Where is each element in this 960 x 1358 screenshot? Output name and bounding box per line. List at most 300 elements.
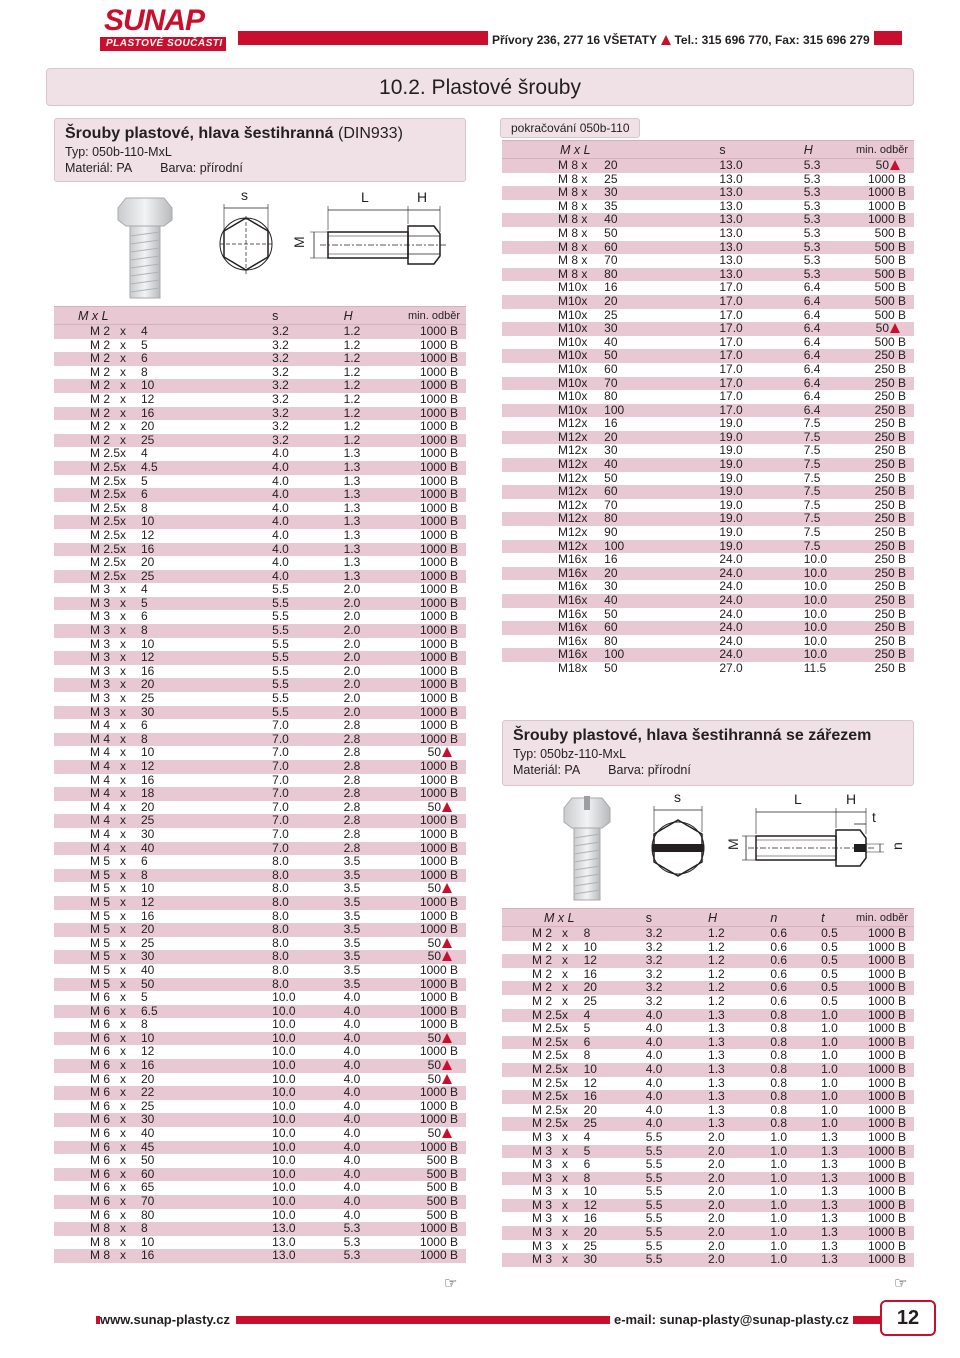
table-cell: M 2 [502, 927, 562, 941]
table-row [502, 648, 914, 662]
table-cell: 1.0 [821, 1036, 852, 1050]
table-cell: 1.2 [708, 939, 725, 954]
table-cell: 1000 B [394, 869, 466, 883]
table-row [54, 869, 466, 883]
table-row [502, 1077, 914, 1091]
table-row [502, 1090, 914, 1104]
table-cell: 13.0 [719, 171, 743, 186]
dim-label-s: s [674, 789, 681, 805]
table-cell: 6 [137, 352, 272, 366]
table-cell: 1.3 [343, 500, 361, 515]
table-row [54, 1249, 466, 1263]
table-cell: 5.5 [645, 1157, 663, 1172]
table-cell: 50 [394, 1059, 466, 1073]
table-cell: 10.0 [272, 1113, 343, 1127]
table-cell: 8 [137, 733, 272, 747]
table-cell: M 3 [90, 663, 111, 678]
table-cell: 40 [600, 458, 719, 472]
table-row [502, 553, 914, 567]
table-cell: 0.5 [821, 954, 852, 968]
table-cell: x [120, 419, 127, 434]
table-cell: x [581, 512, 600, 526]
table-cell: M 4 [54, 842, 120, 856]
table-cell: x [581, 497, 588, 512]
table-cell: 50 [604, 470, 618, 485]
table-row [54, 1018, 466, 1032]
table-cell: 500 B [853, 268, 914, 282]
table-cell: 4.0 [343, 990, 361, 1005]
table-cell: 1.0 [821, 1117, 852, 1131]
table-cell: 30 [580, 1253, 646, 1267]
table-cell: 4.0 [272, 500, 289, 515]
table-cell: 13.0 [719, 213, 803, 227]
table-cell: 7.0 [272, 826, 289, 841]
table-row [502, 336, 914, 350]
table-cell: 24.0 [719, 552, 743, 567]
table-cell: 4.0 [272, 473, 289, 488]
table-cell: 19.0 [719, 525, 743, 540]
table-cell: 1000 B [419, 854, 458, 869]
table-cell: 250 B [853, 567, 914, 581]
table-cell: 1000 B [394, 787, 466, 801]
table-row [502, 1185, 914, 1199]
table-cell: 50 [600, 349, 719, 363]
table-cell: M 4 [54, 787, 120, 801]
logo-subtitle: PLASTOVÉ SOUČÁSTI [100, 37, 226, 51]
red-triangle-icon [661, 35, 671, 45]
table-cell: 10.0 [272, 1098, 296, 1113]
table-row [54, 461, 466, 475]
table-cell: 30 [137, 706, 272, 720]
table-row [502, 1009, 914, 1023]
table-cell: 20 [600, 295, 719, 309]
table-cell: M 4 [90, 745, 111, 760]
table-cell: x [120, 1180, 127, 1195]
table-cell: 4 [140, 446, 148, 461]
table-cell: 4.0 [646, 1063, 708, 1077]
table-cell: M 5 [90, 854, 111, 869]
table-cell: 1000 B [419, 962, 458, 977]
table-cell: M 2 [90, 364, 111, 379]
table-cell: 19.0 [719, 485, 803, 499]
table-cell: x [581, 458, 600, 472]
dim-label-n: n [889, 842, 905, 850]
table-cell: 500 B [874, 225, 906, 240]
table-cell: M 8 [502, 159, 581, 173]
table-cell: 1.3 [708, 1063, 770, 1077]
footer-website-link[interactable]: www.sunap-plasty.cz [100, 1312, 236, 1327]
table-cell: 8 [580, 1172, 646, 1186]
table-cell: 3.5 [343, 962, 361, 977]
table-cell: 8 [140, 1017, 148, 1032]
table-row [502, 309, 914, 323]
table-cell: 24.0 [719, 567, 803, 581]
table-cell: 8 [137, 869, 272, 883]
table-cell: 3.5 [344, 923, 395, 937]
table-cell: 4.0 [344, 1195, 395, 1209]
table-row [54, 1181, 466, 1195]
table-cell: 10.0 [272, 1141, 343, 1155]
table-cell: x [562, 1238, 569, 1253]
table-cell: 20 [140, 419, 155, 434]
table-cell: x [581, 485, 600, 499]
page-footer [0, 1292, 960, 1358]
table-cell: 7.5 [803, 443, 821, 458]
table-cell: 5.5 [272, 663, 289, 678]
table-cell: 3.5 [344, 978, 395, 992]
table-cell: x [562, 993, 569, 1008]
table-row [502, 1104, 914, 1118]
continuation-label: pokračování 050b-110 [500, 118, 640, 138]
table-cell: x [581, 416, 588, 431]
table-cell: M 2.5 [532, 1048, 563, 1063]
table-cell: x [120, 1017, 127, 1032]
table-cell: M 2 [532, 939, 553, 954]
table-row [54, 325, 466, 339]
table-cell: 10 [583, 1184, 597, 1199]
table-cell: x [120, 543, 137, 557]
table-cell: 4.0 [344, 1059, 395, 1073]
table-cell: 8 [140, 364, 148, 379]
table-cell: 4.0 [272, 515, 343, 529]
table-cell: 1000 B [394, 923, 466, 937]
table-cell: 5.3 [803, 198, 821, 213]
table-cell: 250 B [874, 552, 906, 567]
table-cell: M 3 [90, 582, 111, 597]
table-row [54, 638, 466, 652]
section-material-line [65, 161, 455, 175]
table-cell: 10.0 [803, 579, 828, 594]
table-cell: x [120, 1086, 137, 1100]
table-row [54, 1141, 466, 1155]
company-phone: Tel.: 315 696 770, Fax: 315 696 279 [674, 33, 870, 47]
table-cell: 0.8 [770, 1036, 821, 1050]
table-cell: M 4 [54, 733, 120, 747]
table-row [54, 1100, 466, 1114]
table-cell: 1.0 [821, 1090, 852, 1104]
table-cell: 7.5 [803, 497, 821, 512]
section-type: Typ: 050bz-110-MxL [513, 747, 627, 761]
table-cell: 19.0 [719, 470, 743, 485]
table-cell: x [581, 186, 600, 200]
table-cell: M10 [558, 334, 582, 349]
table-cell: 10.0 [272, 1059, 343, 1073]
table-cell: 0.8 [770, 1021, 788, 1036]
table-cell: 7.5 [804, 485, 854, 499]
table-cell: 80 [600, 512, 719, 526]
table-cell: x [120, 896, 137, 910]
table-cell: 12 [137, 651, 272, 665]
table-row [54, 352, 466, 366]
table-cell: 90 [604, 525, 618, 540]
table-cell: 10 [583, 939, 597, 954]
table-cell: 8.0 [272, 854, 289, 869]
table-row [54, 1154, 466, 1168]
table-cell: 2.8 [343, 772, 361, 787]
table-row [54, 570, 466, 584]
table-cell: 12 [583, 1075, 597, 1090]
table-cell: 250 B [853, 540, 914, 554]
table-cell: 6.5 [137, 1005, 272, 1019]
table-cell: 5.3 [803, 253, 821, 268]
table-cell: 1000 B [853, 1226, 914, 1240]
table-row [502, 377, 914, 391]
table-cell: 24.0 [719, 621, 803, 635]
table-cell: 1.2 [344, 407, 395, 421]
table-cell: 6 [140, 718, 148, 733]
table-cell: 6.4 [804, 295, 854, 309]
table-cell: 1000 B [394, 1113, 466, 1127]
table-cell: 5.3 [803, 171, 821, 186]
sunap-logo[interactable] [96, 6, 226, 50]
table-row [54, 1005, 466, 1019]
table-cell: 50 [394, 746, 466, 760]
table-cell: x [562, 1211, 569, 1226]
warning-triangle-icon [442, 1060, 452, 1070]
table-row [54, 597, 466, 611]
logo-wordmark: SUNAP [104, 4, 205, 37]
table-cell: 80 [600, 268, 719, 282]
table-cell: 1000 B [419, 1234, 458, 1249]
table-cell: 17.0 [719, 361, 743, 376]
section-material: Materiál: PA [65, 161, 133, 175]
table-cell: 12 [137, 896, 272, 910]
table-cell: 1000 B [867, 1129, 906, 1144]
table-cell: M 2 [54, 379, 120, 393]
table-cell: 50 [853, 322, 914, 336]
table-cell: 1000 B [419, 826, 458, 841]
table-cell: 30 [604, 443, 618, 458]
table-cell: 20 [600, 567, 719, 581]
table-cell: 6 [583, 1157, 591, 1172]
table-cell: 50 [394, 882, 466, 896]
table-cell: 16 [137, 407, 272, 421]
table-cell: 8.0 [272, 881, 289, 896]
table-cell: x [120, 500, 127, 515]
table-cell: M 6 [54, 1086, 120, 1100]
table-cell: x [120, 597, 137, 611]
table-cell: x [581, 213, 600, 227]
table-cell: 1000 B [867, 1211, 906, 1226]
table-cell: 1000 B [853, 1063, 914, 1077]
table-cell: 7.0 [272, 814, 343, 828]
table-cell: 20 [140, 555, 155, 570]
table-cell: x [120, 651, 137, 665]
table-cell: 5 [580, 1145, 646, 1159]
table-row [502, 485, 914, 499]
table-cell: 1000 B [419, 446, 458, 461]
table-cell: 1000 B [853, 1199, 914, 1213]
table-row [502, 1022, 914, 1036]
dim-label-t: t [872, 809, 876, 825]
table-cell: 6.4 [804, 349, 854, 363]
table-cell: 8.0 [272, 978, 343, 992]
hand-pointing-icon[interactable]: ☞ [444, 1275, 458, 1292]
table-row [54, 978, 466, 992]
table-cell: 1.2 [344, 434, 395, 448]
table-cell: 1000 B [867, 1184, 906, 1199]
table-cell: 5.3 [344, 1249, 395, 1263]
table-cell: 7.5 [804, 512, 854, 526]
table-cell: M 2 [54, 434, 120, 448]
table-cell: 1000 B [419, 419, 458, 434]
table-cell: 4 [583, 1129, 591, 1144]
table-cell: 1000 B [867, 1075, 906, 1090]
table-cell: M 3 [532, 1238, 553, 1253]
table-cell: 4.0 [272, 461, 343, 475]
table-cell: 0.6 [770, 993, 788, 1008]
table-cell: x [581, 295, 600, 309]
table-cell: 16 [604, 416, 618, 431]
table-cell: 7.5 [804, 431, 854, 445]
table-cell: 1.3 [708, 1090, 770, 1104]
table-cell: x [581, 525, 588, 540]
section-type: Typ: 050b-110-MxL [65, 145, 172, 159]
table-cell: 40 [604, 334, 618, 349]
table-cell: 4.0 [646, 1036, 708, 1050]
table-cell: M 6 [90, 1017, 111, 1032]
table-cell: 35 [604, 198, 618, 213]
table-cell: 5.5 [645, 1238, 663, 1253]
table-cell: 1.2 [343, 391, 361, 406]
table-cell: 40 [137, 842, 272, 856]
table-cell: 2.0 [708, 1184, 725, 1199]
table-cell: 8.0 [272, 935, 289, 950]
table-slotted-hex-bolts [502, 908, 914, 1267]
table-cell: 1000 B [394, 597, 466, 611]
table-cell: 10 [580, 1063, 646, 1077]
table-row [502, 186, 914, 200]
table-cell: M16 [558, 579, 582, 594]
table-cell: 0.5 [821, 981, 852, 995]
table-row [54, 964, 466, 978]
table-cell: 1.0 [770, 1253, 821, 1267]
table-cell: 1000 B [394, 488, 466, 502]
table-cell: 0.5 [821, 939, 838, 954]
table-cell: 1000 B [394, 407, 466, 421]
table-cell: 1000 B [419, 772, 458, 787]
table-cell: 1000 B [419, 527, 458, 542]
table-cell: 1.3 [821, 1226, 852, 1240]
table-cell: x [581, 404, 600, 418]
table-cell: 2.8 [343, 745, 361, 760]
table-cell: 7.0 [272, 799, 289, 814]
table-cell: 4.0 [272, 527, 289, 542]
table-cell: x [562, 954, 580, 968]
table-cell: 10.0 [803, 552, 828, 567]
table-cell: 1000 B [394, 434, 466, 448]
table-cell: 4.0 [343, 1098, 361, 1113]
warning-triangle-icon [442, 1033, 452, 1043]
table-cell: x [581, 648, 600, 662]
table-cell: M 6 [54, 1059, 120, 1073]
table-cell: 4 [580, 1009, 646, 1023]
table-cell: M 3 [54, 651, 120, 665]
table-cell: 250 B [874, 579, 906, 594]
footer-email-link[interactable]: e-mail: sunap-plasty@sunap-plasty.cz [610, 1312, 853, 1327]
table-cell: x [120, 1168, 137, 1182]
table-cell: 100 [600, 404, 719, 418]
table-cell: 100 [600, 648, 719, 662]
table-cell: 6.4 [803, 361, 821, 376]
col-header-s: s [646, 909, 708, 927]
table-cell: M12 [558, 497, 582, 512]
table-cell: 2.0 [708, 1129, 725, 1144]
table-cell: 13.0 [272, 1222, 343, 1236]
table-cell: 25 [137, 434, 272, 448]
table-cell: x [562, 1129, 569, 1144]
table-cell: M 2.5 [54, 488, 120, 502]
table-cell: 40 [140, 962, 155, 977]
table-cell: 5.5 [272, 651, 343, 665]
table-cell: 1000 B [394, 515, 466, 529]
table-cell: x [581, 567, 600, 581]
table-cell: 1.3 [344, 515, 395, 529]
table-cell: M12 [558, 416, 582, 431]
table-cell: 0.5 [821, 927, 852, 941]
table-cell: M 6 [90, 1126, 111, 1141]
table-cell: 1000 B [853, 186, 914, 200]
table-cell: 45 [137, 1141, 272, 1155]
table-cell: 4.0 [272, 543, 343, 557]
table-cell: 1.3 [343, 527, 361, 542]
table-cell: M 8 [90, 1234, 111, 1249]
table-row [54, 1113, 466, 1127]
table-cell: 12 [140, 527, 155, 542]
table-cell: M 2 [54, 352, 120, 366]
table-row [54, 692, 466, 706]
table-cell: 2.0 [708, 1199, 770, 1213]
table-cell: M 2 [54, 325, 120, 339]
table-cell: 5.5 [272, 582, 289, 597]
table-cell: 7.5 [803, 525, 821, 540]
table-cell: 1.2 [343, 364, 361, 379]
table-cell: 60 [600, 485, 719, 499]
dim-label-m: M [725, 838, 741, 850]
table-cell: 250 B [853, 512, 914, 526]
table-cell: 1.3 [343, 555, 361, 570]
table-cell: 11.5 [803, 660, 827, 675]
table-cell: M 4 [90, 772, 111, 787]
table-cell: 2.8 [344, 814, 395, 828]
table-cell: M 2.5 [54, 461, 120, 475]
table-cell: 13.0 [719, 225, 743, 240]
table-cell: 60 [600, 621, 719, 635]
hand-pointing-icon[interactable]: ☞ [894, 1275, 908, 1292]
table-cell: 5.5 [272, 609, 289, 624]
table-cell: 25 [137, 814, 272, 828]
table-cell: 13.0 [272, 1249, 343, 1263]
table-cell: 5.5 [645, 1211, 663, 1226]
table-row [502, 322, 914, 336]
hex-bolt-drawing [60, 186, 480, 304]
table-cell: M 8 [558, 253, 579, 268]
table-cell: 5.5 [646, 1253, 708, 1267]
table-cell: x [562, 1048, 569, 1063]
table-cell: x [581, 268, 600, 282]
table-row [502, 968, 914, 982]
table-row [54, 556, 466, 570]
table-cell: 30 [137, 950, 272, 964]
table-cell: x [120, 733, 137, 747]
table-row [502, 472, 914, 486]
col-header-n: n [770, 909, 821, 927]
table-cell: 3.2 [272, 419, 289, 434]
table-cell: x [581, 334, 588, 349]
table-cell: 1.0 [770, 1145, 821, 1159]
table-cell: M 5 [90, 908, 111, 923]
table-cell: 1000 B [853, 1172, 914, 1186]
